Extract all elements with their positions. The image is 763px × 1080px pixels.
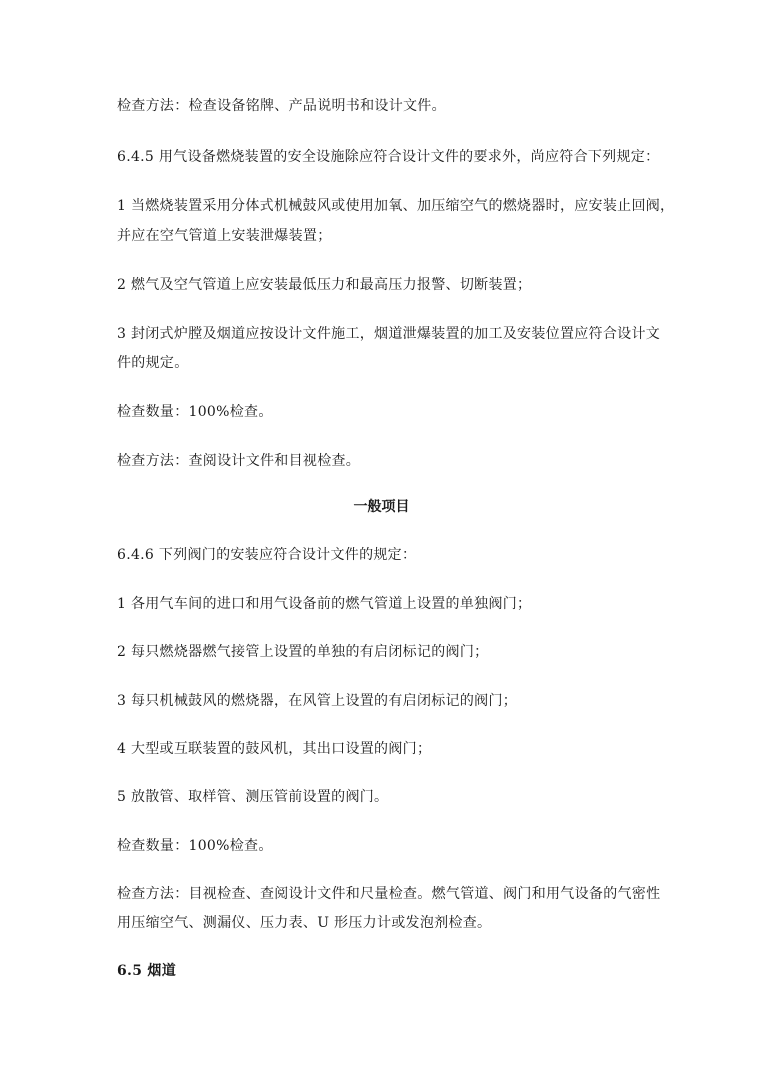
clause-6-4-6-item-1: 1 各用气车间的进口和用气设备前的燃气管道上设置的单独阀门； (117, 596, 532, 612)
clause-6-4-6-item-2: 2 每只燃烧器燃气接管上设置的单独的有启闭标记的阀门； (117, 644, 489, 660)
general-items-heading: 一般项目 (353, 499, 410, 515)
clause-6-4-5-item-1-line-1: 1 当燃烧装置采用分体式机械鼓风或使用加氧、加压缩空气的燃烧器时，应安装止回阀， (117, 198, 675, 214)
inspection-method-paragraph-2: 检查方法：查阅设计文件和目视检查。 (117, 453, 361, 469)
clause-6-4-5-item-3-line-1: 3 封闭式炉膛及烟道应按设计文件施工，烟道泄爆装置的加工及安装位置应符合设计文 (117, 326, 661, 342)
clause-6-4-6-item-5: 5 放散管、取样管、测压管前设置的阀门。 (117, 789, 389, 805)
clause-6-4-5: 6.4.5 用气设备燃烧装置的安全设施除应符合设计文件的要求外，尚应符合下列规定： (117, 149, 660, 165)
section-6-5-heading: 6.5 烟道 (117, 963, 177, 979)
clause-6-4-6-item-4: 4 大型或互联装置的鼓风机，其出口设置的阀门； (117, 741, 432, 757)
inspection-quantity-paragraph-1: 检查数量：100%检查。 (117, 404, 273, 420)
clause-6-4-6-item-3: 3 每只机械鼓风的燃烧器，在风管上设置的有启闭标记的阀门； (117, 693, 518, 709)
inspection-method-paragraph-3-line-1: 检查方法：目视检查、查阅设计文件和尺量检查。燃气管道、阀门和用气设备的气密性 (117, 886, 661, 902)
clause-6-4-6: 6.4.6 下列阀门的安装应符合设计文件的规定： (117, 547, 417, 563)
inspection-method-paragraph-1: 检查方法：检查设备铭牌、产品说明书和设计文件。 (117, 98, 446, 114)
clause-6-4-5-item-1-line-2: 并应在空气管道上安装泄爆装置； (117, 228, 332, 244)
inspection-method-paragraph-3-line-2: 用压缩空气、测漏仪、压力表、U 形压力计或发泡剂检查。 (117, 915, 492, 931)
inspection-quantity-paragraph-2: 检查数量：100%检查。 (117, 838, 273, 854)
clause-6-4-5-item-3-line-2: 件的规定。 (117, 355, 189, 371)
clause-6-4-5-item-2: 2 燃气及空气管道上应安装最低压力和最高压力报警、切断装置； (117, 277, 532, 293)
